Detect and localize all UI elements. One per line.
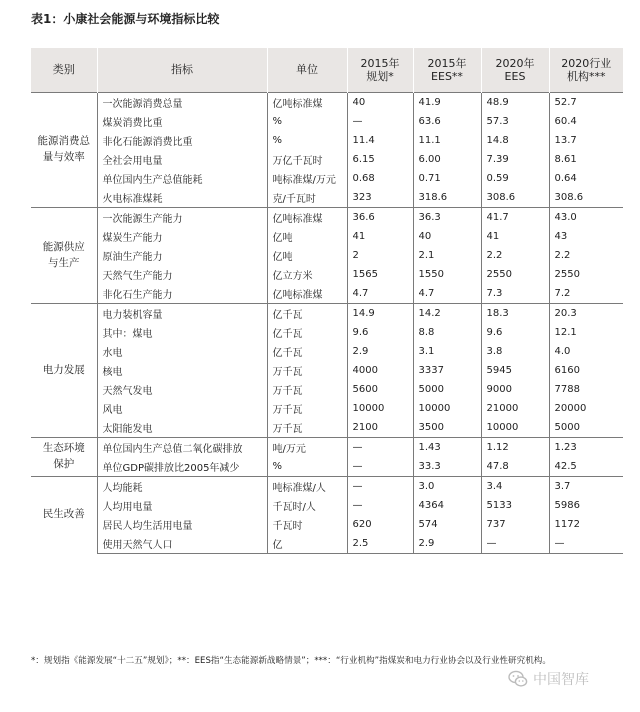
value-cell: 21000	[481, 399, 549, 418]
unit-cell: 万亿千瓦时	[267, 150, 347, 169]
value-cell: 2.9	[347, 342, 413, 361]
table-row	[31, 93, 623, 113]
indicator-cell: 天然气生产能力	[97, 265, 267, 284]
unit-cell: 克/千瓦时	[267, 188, 347, 208]
value-cell: —	[347, 112, 413, 131]
column-header: 2015年 EES**	[413, 48, 481, 93]
unit-cell: 亿	[267, 534, 347, 554]
value-cell: 5986	[549, 496, 623, 515]
category-group	[31, 304, 623, 438]
category-cell: 电力发展	[31, 304, 97, 438]
value-cell: 2.9	[413, 534, 481, 554]
value-cell: 5000	[549, 418, 623, 438]
value-cell: 0.64	[549, 169, 623, 188]
value-cell: 9.6	[347, 323, 413, 342]
value-cell: 737	[481, 515, 549, 534]
value-cell: —	[347, 496, 413, 515]
value-cell: 620	[347, 515, 413, 534]
unit-cell: 吨标准煤/人	[267, 477, 347, 497]
value-cell: —	[549, 534, 623, 554]
unit-cell: %	[267, 131, 347, 150]
unit-cell: 亿千瓦	[267, 342, 347, 361]
indicator-cell: 单位国内生产总值二氧化碳排放	[97, 438, 267, 458]
value-cell: 43	[549, 227, 623, 246]
indicator-cell: 其中：煤电	[97, 323, 267, 342]
value-cell: 7.3	[481, 284, 549, 304]
value-cell: 7.39	[481, 150, 549, 169]
table-row	[31, 342, 623, 361]
indicator-cell: 居民人均生活用电量	[97, 515, 267, 534]
value-cell: 4.7	[413, 284, 481, 304]
value-cell: 1.23	[549, 438, 623, 458]
category-cell: 生态环境 保护	[31, 438, 97, 477]
table-row	[31, 227, 623, 246]
table-row	[31, 361, 623, 380]
unit-cell: 千瓦时/人	[267, 496, 347, 515]
column-header: 2020年 EES	[481, 48, 549, 93]
value-cell: 18.3	[481, 304, 549, 324]
table-row	[31, 399, 623, 418]
category-group	[31, 477, 623, 554]
category-cell: 民生改善	[31, 477, 97, 554]
value-cell: 33.3	[413, 457, 481, 477]
value-cell: 13.7	[549, 131, 623, 150]
value-cell: 2.5	[347, 534, 413, 554]
unit-cell: 亿千瓦	[267, 323, 347, 342]
value-cell: 1550	[413, 265, 481, 284]
table-row	[31, 457, 623, 477]
table-row	[31, 380, 623, 399]
wechat-icon	[508, 670, 528, 688]
value-cell: 41	[481, 227, 549, 246]
indicator-cell: 太阳能发电	[97, 418, 267, 438]
unit-cell: %	[267, 457, 347, 477]
category-group	[31, 93, 623, 208]
watermark	[508, 669, 589, 689]
indicator-cell: 人均用电量	[97, 496, 267, 515]
value-cell: 14.8	[481, 131, 549, 150]
indicator-cell: 非化石能源消费比重	[97, 131, 267, 150]
unit-cell: 亿吨标准煤	[267, 284, 347, 304]
value-cell: 1.12	[481, 438, 549, 458]
value-cell: 2.2	[549, 246, 623, 265]
table-row	[31, 246, 623, 265]
value-cell: 2100	[347, 418, 413, 438]
unit-cell: 亿千瓦	[267, 304, 347, 324]
indicator-cell: 电力装机容量	[97, 304, 267, 324]
value-cell: 4.7	[347, 284, 413, 304]
value-cell: 1.43	[413, 438, 481, 458]
value-cell: 6.15	[347, 150, 413, 169]
value-cell: 20000	[549, 399, 623, 418]
value-cell: 12.1	[549, 323, 623, 342]
value-cell: 308.6	[481, 188, 549, 208]
value-cell: 2.1	[413, 246, 481, 265]
value-cell: 9000	[481, 380, 549, 399]
value-cell: 318.6	[413, 188, 481, 208]
value-cell: 3.0	[413, 477, 481, 497]
unit-cell: 吨标准煤/万元	[267, 169, 347, 188]
value-cell: 5600	[347, 380, 413, 399]
category-group	[31, 208, 623, 304]
value-cell: 20.3	[549, 304, 623, 324]
value-cell: 6.00	[413, 150, 481, 169]
table-row	[31, 169, 623, 188]
unit-cell: 亿吨标准煤	[267, 93, 347, 113]
indicator-cell: 一次能源生产能力	[97, 208, 267, 228]
unit-cell: 万千瓦	[267, 418, 347, 438]
value-cell: 574	[413, 515, 481, 534]
indicator-cell: 煤炭消费比重	[97, 112, 267, 131]
value-cell: 47.8	[481, 457, 549, 477]
value-cell: —	[347, 438, 413, 458]
value-cell: 3.1	[413, 342, 481, 361]
value-cell: 2550	[481, 265, 549, 284]
value-cell: 3.4	[481, 477, 549, 497]
indicator-cell: 人均能耗	[97, 477, 267, 497]
indicator-cell: 煤炭生产能力	[97, 227, 267, 246]
unit-cell: 万千瓦	[267, 399, 347, 418]
value-cell: 1565	[347, 265, 413, 284]
value-cell: 0.59	[481, 169, 549, 188]
value-cell: 3500	[413, 418, 481, 438]
table-row	[31, 515, 623, 534]
unit-cell: 亿立方米	[267, 265, 347, 284]
indicator-cell: 水电	[97, 342, 267, 361]
table-row	[31, 188, 623, 208]
value-cell: 7.2	[549, 284, 623, 304]
indicator-cell: 核电	[97, 361, 267, 380]
table-row	[31, 438, 623, 458]
indicator-cell: 一次能源消费总量	[97, 93, 267, 113]
value-cell: 4364	[413, 496, 481, 515]
value-cell: 43.0	[549, 208, 623, 228]
column-header: 类别	[31, 48, 97, 93]
value-cell: 7788	[549, 380, 623, 399]
value-cell: 14.9	[347, 304, 413, 324]
table-row	[31, 418, 623, 438]
unit-cell: 亿吨	[267, 246, 347, 265]
value-cell: 3.8	[481, 342, 549, 361]
table-row	[31, 284, 623, 304]
unit-cell: 亿吨标准煤	[267, 208, 347, 228]
table-row	[31, 304, 623, 324]
value-cell: 1172	[549, 515, 623, 534]
value-cell: 10000	[347, 399, 413, 418]
value-cell: 323	[347, 188, 413, 208]
category-group	[31, 438, 623, 477]
value-cell: 5000	[413, 380, 481, 399]
value-cell: 9.6	[481, 323, 549, 342]
watermark-text: 中国智库	[533, 672, 589, 688]
unit-cell: 亿吨	[267, 227, 347, 246]
value-cell: 2550	[549, 265, 623, 284]
table-row	[31, 112, 623, 131]
value-cell: 10000	[481, 418, 549, 438]
value-cell: 40	[347, 93, 413, 113]
value-cell: 36.3	[413, 208, 481, 228]
unit-cell: 千瓦时	[267, 515, 347, 534]
column-header: 2020行业 机构***	[549, 48, 623, 93]
value-cell: 57.3	[481, 112, 549, 131]
value-cell: 41	[347, 227, 413, 246]
value-cell: 5133	[481, 496, 549, 515]
indicator-table	[31, 48, 623, 554]
value-cell: 10000	[413, 399, 481, 418]
value-cell: 48.9	[481, 93, 549, 113]
indicator-cell: 非化石生产能力	[97, 284, 267, 304]
unit-cell: %	[267, 112, 347, 131]
table-row	[31, 150, 623, 169]
value-cell: 308.6	[549, 188, 623, 208]
value-cell: 4000	[347, 361, 413, 380]
value-cell: 0.71	[413, 169, 481, 188]
table-row	[31, 323, 623, 342]
table-row	[31, 265, 623, 284]
indicator-cell: 单位国内生产总值能耗	[97, 169, 267, 188]
table-header-row	[31, 48, 623, 93]
value-cell: 11.1	[413, 131, 481, 150]
value-cell: —	[347, 457, 413, 477]
value-cell: 60.4	[549, 112, 623, 131]
unit-cell: 万千瓦	[267, 361, 347, 380]
value-cell: —	[347, 477, 413, 497]
value-cell: 41.9	[413, 93, 481, 113]
value-cell: 6160	[549, 361, 623, 380]
value-cell: 52.7	[549, 93, 623, 113]
column-header: 指标	[97, 48, 267, 93]
category-cell: 能源消费总 量与效率	[31, 93, 97, 208]
value-cell: 0.68	[347, 169, 413, 188]
column-header: 2015年 规划*	[347, 48, 413, 93]
value-cell: —	[481, 534, 549, 554]
column-header: 单位	[267, 48, 347, 93]
indicator-cell: 全社会用电量	[97, 150, 267, 169]
indicator-cell: 原油生产能力	[97, 246, 267, 265]
value-cell: 8.8	[413, 323, 481, 342]
value-cell: 40	[413, 227, 481, 246]
value-cell: 8.61	[549, 150, 623, 169]
value-cell: 14.2	[413, 304, 481, 324]
value-cell: 5945	[481, 361, 549, 380]
indicator-cell: 火电标准煤耗	[97, 188, 267, 208]
indicator-cell: 天然气发电	[97, 380, 267, 399]
footnote: *：规划指《能源发展“十二五”规划》；**：EES指“生态能源新战略情景”；***：“行业机构”指煤炭和电力行业协会以及行业性研究机构。	[31, 656, 551, 666]
value-cell: 42.5	[549, 457, 623, 477]
indicator-cell: 风电	[97, 399, 267, 418]
table-row	[31, 131, 623, 150]
value-cell: 2	[347, 246, 413, 265]
value-cell: 3.7	[549, 477, 623, 497]
value-cell: 41.7	[481, 208, 549, 228]
value-cell: 4.0	[549, 342, 623, 361]
indicator-cell: 单位GDP碳排放比2005年减少	[97, 457, 267, 477]
value-cell: 36.6	[347, 208, 413, 228]
category-cell: 能源供应 与生产	[31, 208, 97, 304]
unit-cell: 万千瓦	[267, 380, 347, 399]
unit-cell: 吨/万元	[267, 438, 347, 458]
table-row	[31, 208, 623, 228]
indicator-cell: 使用天然气人口	[97, 534, 267, 554]
table-title: 表1：小康社会能源与环境指标比较	[31, 12, 220, 26]
table-row	[31, 534, 623, 554]
table-row	[31, 496, 623, 515]
value-cell: 63.6	[413, 112, 481, 131]
value-cell: 11.4	[347, 131, 413, 150]
table-row	[31, 477, 623, 497]
value-cell: 2.2	[481, 246, 549, 265]
value-cell: 3337	[413, 361, 481, 380]
